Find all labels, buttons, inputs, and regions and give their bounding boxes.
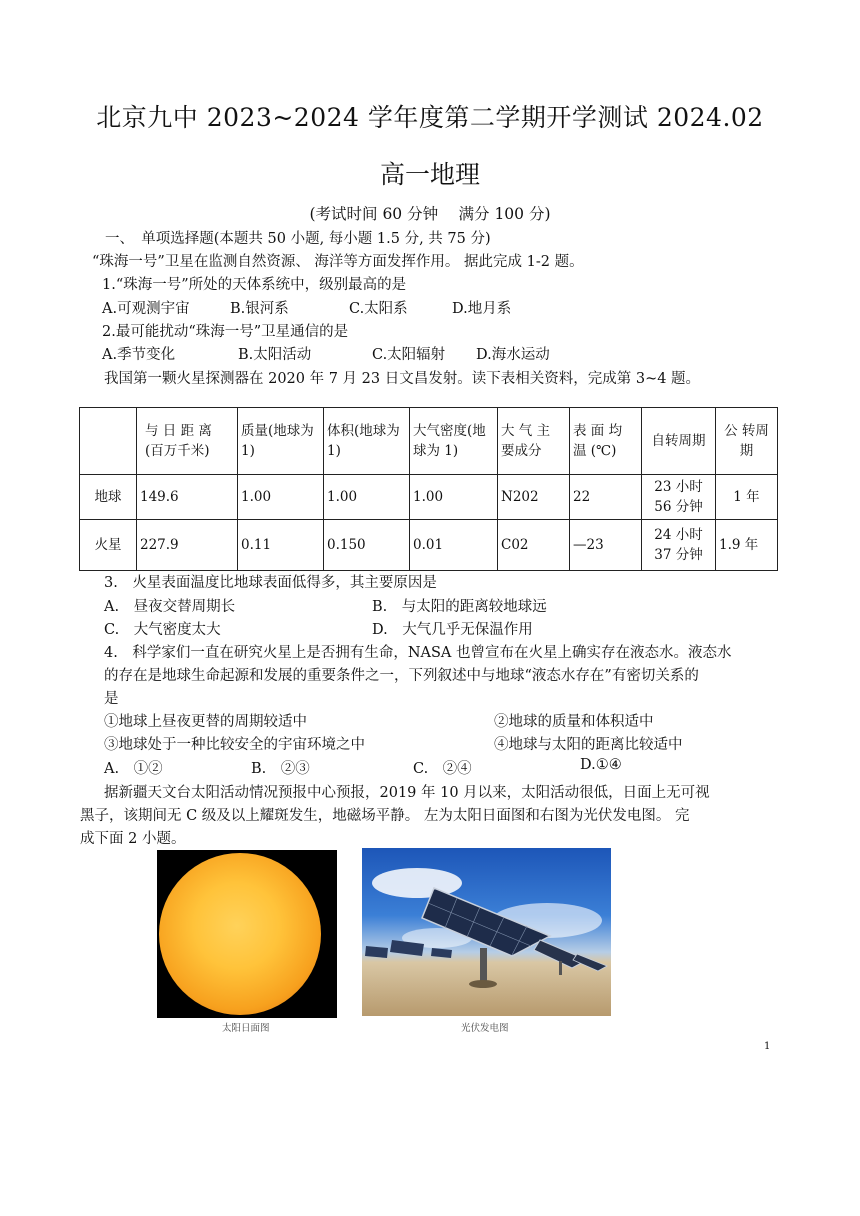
sun-disk-image — [157, 850, 337, 1018]
question-3-stem: 3. 火星表面温度比地球表面低得多，其主要原因是 — [104, 575, 437, 591]
exam-info: (考试时间 60 分钟 满分 100 分) — [309, 205, 551, 223]
question-3-option-a: A. 昼夜交替周期长 — [104, 599, 236, 615]
question-1-option-b: B.银河系 — [230, 301, 289, 317]
question-1-option-c: C.太阳系 — [349, 301, 408, 317]
table-header-cell: 质量(地球为 1) — [238, 408, 324, 475]
table-cell: 23 小时 56 分钟 — [642, 475, 716, 520]
solar-panel-image — [362, 848, 611, 1016]
sun-disk — [159, 853, 321, 1015]
table-header-cell: 大 气 主 要成分 — [498, 408, 570, 475]
table-cell: —23 — [570, 520, 642, 571]
table-cell: 1.00 — [410, 475, 498, 520]
question-4-statement-2: ②地球的质量和体积适中 — [494, 714, 654, 730]
question-4-option-d: D.①④ — [580, 757, 622, 773]
question-4-option-c: C. ②④ — [413, 761, 472, 777]
question-4-stem-line2: 的存在是地球生命起源和发展的重要条件之一，下列叙述中与地球“液态水存在”有密切关系的 — [104, 668, 699, 684]
question-4-option-a: A. ①② — [104, 761, 163, 777]
question-1-option-d: D.地月系 — [452, 301, 512, 317]
question-2-option-d: D.海水运动 — [476, 347, 550, 363]
question-4-statement-3: ③地球处于一种比较安全的宇宙环境之中 — [104, 737, 365, 753]
intro-paragraph-3-line3: 成下面 2 小题。 — [80, 831, 186, 847]
question-4-statement-4: ④地球与太阳的距离比较适中 — [494, 737, 683, 753]
table-cell: 1 年 — [716, 475, 778, 520]
intro-paragraph-3-line1: 据新疆天文台太阳活动情况预报中心预报，2019 年 10 月以来，太阳活动很低，日面上无可视 — [104, 785, 710, 801]
question-4-option-b: B. ②③ — [251, 761, 310, 777]
intro-paragraph-1: “珠海一号”卫星在监测自然资源、 海洋等方面发挥作用。 据此完成 1-2 题。 — [92, 254, 584, 270]
table-cell: N202 — [498, 475, 570, 520]
question-2-option-b: B.太阳活动 — [238, 347, 312, 363]
intro-paragraph-2: 我国第一颗火星探测器在 2020 年 7 月 23 日文昌发射。读下表相关资料，完成第 3~4 题。 — [104, 371, 701, 387]
subject-title: 高一地理 — [379, 160, 480, 189]
table-header-cell: 体积(地球为 1) — [324, 408, 410, 475]
left-figure-caption: 太阳日面图 — [222, 1023, 270, 1034]
table-header-cell: 与 日 距 离 (百万千米) — [137, 408, 238, 475]
right-figure-caption: 光伏发电图 — [461, 1023, 509, 1034]
table-header-cell: 表 面 均 温 (℃) — [570, 408, 642, 475]
table-header-cell — [80, 408, 137, 475]
question-4-statement-1: ①地球上昼夜更替的周期较适中 — [104, 714, 307, 730]
table-cell: 22 — [570, 475, 642, 520]
table-cell: 1.00 — [238, 475, 324, 520]
question-2-option-a: A.季节变化 — [102, 347, 176, 363]
table-cell: 0.01 — [410, 520, 498, 571]
question-3-option-d: D. 大气几乎无保温作用 — [372, 622, 533, 638]
question-3-option-b: B. 与太阳的距离较地球远 — [372, 599, 547, 615]
table-cell: 1.9 年 — [716, 520, 778, 571]
section-heading: 一、 单项选择题(本题共 50 小题, 每小题 1.5 分, 共 75 分) — [105, 231, 491, 247]
table-row — [80, 520, 778, 571]
table-row — [80, 475, 778, 520]
solar-panel-drawing — [362, 848, 611, 1016]
question-1-option-a: A.可观测宇宙 — [102, 301, 190, 317]
question-2-stem: 2.最可能扰动“珠海一号”卫星通信的是 — [102, 324, 349, 340]
table-header-cell: 公 转周期 — [716, 408, 778, 475]
question-4-stem-line1: 4. 科学家们一直在研究火星上是否拥有生命，NASA 也曾宣布在火星上确实存在液态水。液态水 — [104, 645, 732, 661]
table-header-cell: 大气密度(地球为 1) — [410, 408, 498, 475]
page-number: 1 — [764, 1041, 771, 1052]
planet-data-table — [79, 407, 778, 571]
intro-paragraph-3-line2: 黑子，该期间无 C 级及以上耀斑发生，地磁场平静。 左为太阳日面图和右图为光伏发电图。 完 — [80, 808, 690, 824]
exam-title: 北京九中 2023~2024 学年度第二学期开学测试 2024.02 — [96, 103, 764, 132]
table-cell: 火星 — [80, 520, 137, 571]
table-cell: 1.00 — [324, 475, 410, 520]
table-cell: 地球 — [80, 475, 137, 520]
question-3-option-c: C. 大气密度太大 — [104, 622, 221, 638]
question-1-stem: 1.“珠海一号”所处的天体系统中，级别最高的是 — [102, 277, 407, 293]
table-cell: 149.6 — [137, 475, 238, 520]
table-cell: C02 — [498, 520, 570, 571]
table-cell: 0.11 — [238, 520, 324, 571]
table-header-row — [80, 408, 778, 475]
table-header-cell: 自转周期 — [642, 408, 716, 475]
table-cell: 227.9 — [137, 520, 238, 571]
table-cell: 0.150 — [324, 520, 410, 571]
question-4-stem-line3: 是 — [104, 691, 119, 707]
question-2-option-c: C.太阳辐射 — [372, 347, 446, 363]
table-cell: 24 小时 37 分钟 — [642, 520, 716, 571]
